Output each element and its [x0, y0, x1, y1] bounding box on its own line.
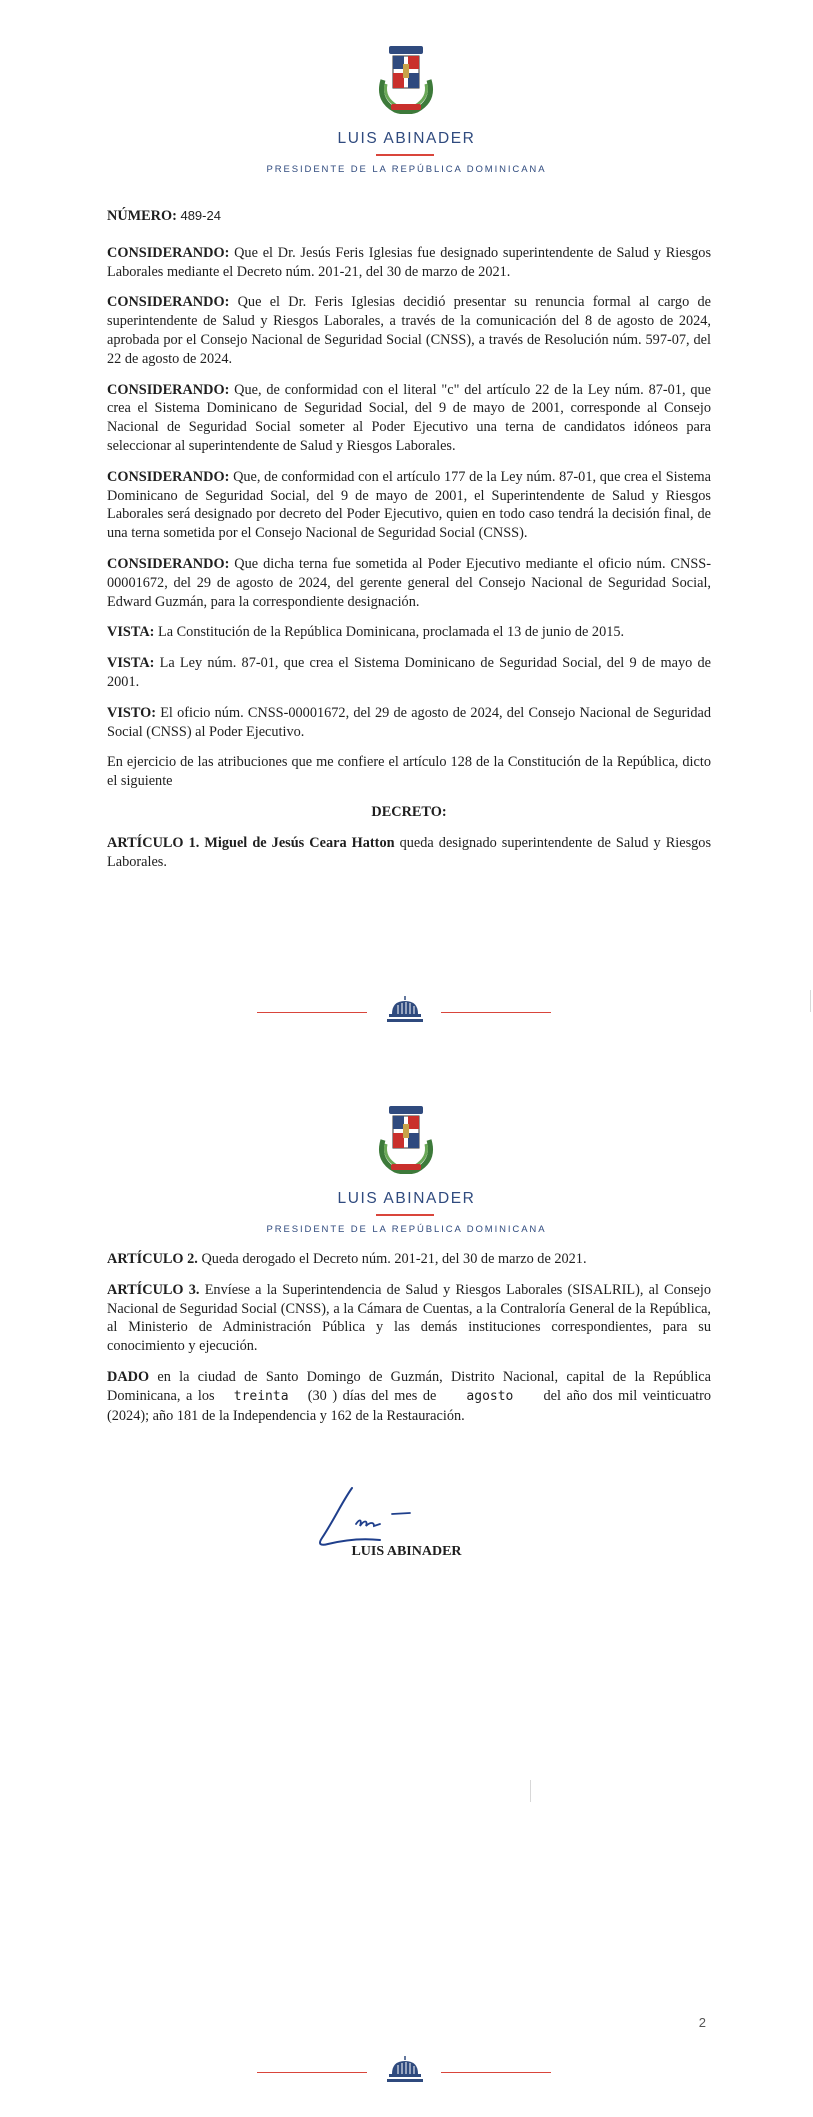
- day-word-field: treinta: [233, 1388, 289, 1404]
- articulo-label: ARTÍCULO 1.: [107, 834, 200, 851]
- articulo-3: [107, 1281, 711, 1356]
- considerando-label: CONSIDERANDO:: [107, 244, 230, 261]
- coat-of-arms-icon: [373, 1100, 439, 1174]
- articulo-2: [107, 1250, 711, 1269]
- capitol-dome-icon: [384, 994, 426, 1026]
- decree-body-page-2: [107, 1250, 711, 1437]
- header-red-rule: [376, 1214, 434, 1216]
- articulo-text: Queda derogado el Decreto núm. 201-21, del 30 de marzo de 2021.: [201, 1251, 587, 1267]
- vista-text: La Constitución de la República Dominicana, proclamada el 13 de junio de 2015.: [157, 624, 625, 641]
- articulo-label: ARTÍCULO 3.: [107, 1281, 200, 1298]
- considerando-text: Que el Dr. Feris Iglesias decidió presentar su renuncia formal al cargo de superintendente de Salud y Riesgos Laborales, a través de la comunicación del 8 de agosto de 2024, aprobada por el Consejo Nacional de Seguridad Social (CNSS), a través de Resolución núm. 597-07, del 22 de agosto de 2024.: [107, 294, 711, 367]
- designee-name: Miguel de Jesús Ceara Hatton: [204, 834, 395, 851]
- considerando-label: CONSIDERANDO:: [107, 555, 230, 572]
- considerando-label: CONSIDERANDO:: [107, 381, 230, 398]
- vista-1: [107, 623, 711, 642]
- month-field: agosto: [466, 1388, 514, 1404]
- considerando-label: CONSIDERANDO:: [107, 468, 230, 485]
- page-1-footer: [0, 990, 813, 1030]
- president-title: PRESIDENTE DE LA REPÚBLICA DOMINICANA: [266, 1224, 547, 1235]
- footer-red-line-right: [441, 2072, 551, 2073]
- vista-label: VISTA:: [107, 655, 155, 672]
- signature-name: LUIS ABINADER: [351, 1544, 462, 1559]
- page-2: [0, 1060, 813, 2117]
- footer-red-line-left: [257, 2072, 367, 2073]
- president-name: LUIS ABINADER: [337, 1190, 476, 1207]
- considerando-2: [107, 293, 711, 368]
- considerando-text: Que, de conformidad con el artículo 177 de la Ley núm. 87-01, que crea el Sistema Dominicano de Seguridad Social, del 9 de mayo de 2001, el Superintendente de Salud y Riesgos Laborales será designado por decreto del Poder Ejecutivo, quien en todo caso tendrá la decisión final, de una terna sometida por el Consejo Nacional de Seguridad Social (CNSS).: [107, 468, 712, 542]
- considerando-3: [107, 381, 711, 456]
- coat-of-arms-icon: [373, 40, 439, 114]
- ejercicio-paragraph: En ejercicio de las atribuciones que me confiere el artículo 128 de la Constitución de la República, dicto el siguiente: [107, 754, 711, 790]
- articulo-text: queda designado superintendente de Salud y Riesgos Laborales.: [107, 834, 712, 870]
- header-red-rule: [376, 154, 434, 156]
- articulo-text: Envíese a la Superintendencia de Salud y Riesgos Laborales (SISALRIL), al Consejo Nacional de Seguridad Social (CNSS), a la Cámara de Cuentas, a la Contraloría General de la República, al Ministerio de Administración Pública y las demás instituciones correspondientes, para su conocimiento y ejecución.: [107, 1281, 711, 1355]
- decree-number: [107, 207, 711, 226]
- day-number: (30 ): [307, 1387, 338, 1404]
- dado-text: del año dos mil veinticuatro (2024); año 181 de la Independencia y 162 de la Restauración.: [107, 1387, 712, 1424]
- scan-speck: [530, 1780, 531, 1802]
- considerando-label: CONSIDERANDO:: [107, 294, 230, 311]
- vista-label: VISTA:: [107, 624, 155, 641]
- president-name: LUIS ABINADER: [337, 130, 476, 147]
- footer-red-line-left: [257, 1012, 367, 1013]
- page-number: 2: [698, 2015, 706, 2030]
- considerando-text: Que, de conformidad con el literal "c" del artículo 22 de la Ley núm. 87-01, que crea el Sistema Dominicano de Seguridad Social, del 9 de mayo de 2001, corresponde al Consejo Nacional de Seguridad Social someter al Poder Ejecutivo una terna de candidatos idóneos para seleccionar al superintendente de Salud y Riesgos Laborales.: [107, 381, 711, 454]
- vista-text: La Ley núm. 87-01, que crea el Sistema Dominicano de Seguridad Social, del 9 de mayo de 2001.: [107, 655, 711, 690]
- dado-label: DADO: [107, 1368, 150, 1385]
- considerando-text: Que dicha terna fue sometida al Poder Ejecutivo mediante el oficio núm. CNSS-00001672, del 29 de agosto de 2024, del gerente general del Consejo Nacional de Seguridad Social, Edward Guzmán, para la correspondiente designación.: [107, 555, 712, 610]
- considerando-4: [107, 468, 711, 543]
- capitol-dome-icon: [384, 2054, 426, 2086]
- footer-red-line-right: [441, 1012, 551, 1013]
- dado-text: días del mes de: [342, 1387, 437, 1404]
- visto-1: [107, 704, 711, 742]
- articulo-1: [107, 834, 711, 872]
- considerando-1: [107, 244, 711, 282]
- articulo-label: ARTÍCULO 2.: [107, 1251, 198, 1267]
- visto-label: VISTO:: [107, 704, 156, 721]
- considerando-5: [107, 555, 711, 611]
- dado-text: en la ciudad de Santo Domingo de Guzmán, Distrito Nacional, capital de la República Dominicana, a los: [107, 1368, 711, 1404]
- scan-edge-mark: [810, 990, 811, 1012]
- decree-number-value: 489-24: [180, 208, 221, 223]
- president-title: PRESIDENTE DE LA REPÚBLICA DOMINICANA: [266, 164, 547, 175]
- vista-2: [107, 654, 711, 692]
- decreto-title: DECRETO:: [371, 803, 447, 820]
- decree-body-page-1: [107, 207, 711, 883]
- visto-text: El oficio núm. CNSS-00001672, del 29 de agosto de 2024, del Consejo Nacional de Seguridad Social (CNSS) al Poder Ejecutivo.: [107, 704, 711, 740]
- page-2-footer: [0, 2050, 813, 2090]
- considerando-text: Que el Dr. Jesús Feris Iglesias fue designado superintendente de Salud y Riesgos Laborales mediante el Decreto núm. 201-21, del 30 de marzo de 2021.: [107, 244, 712, 280]
- decree-number-label: NÚMERO:: [107, 208, 177, 224]
- dado-paragraph: [107, 1368, 711, 1425]
